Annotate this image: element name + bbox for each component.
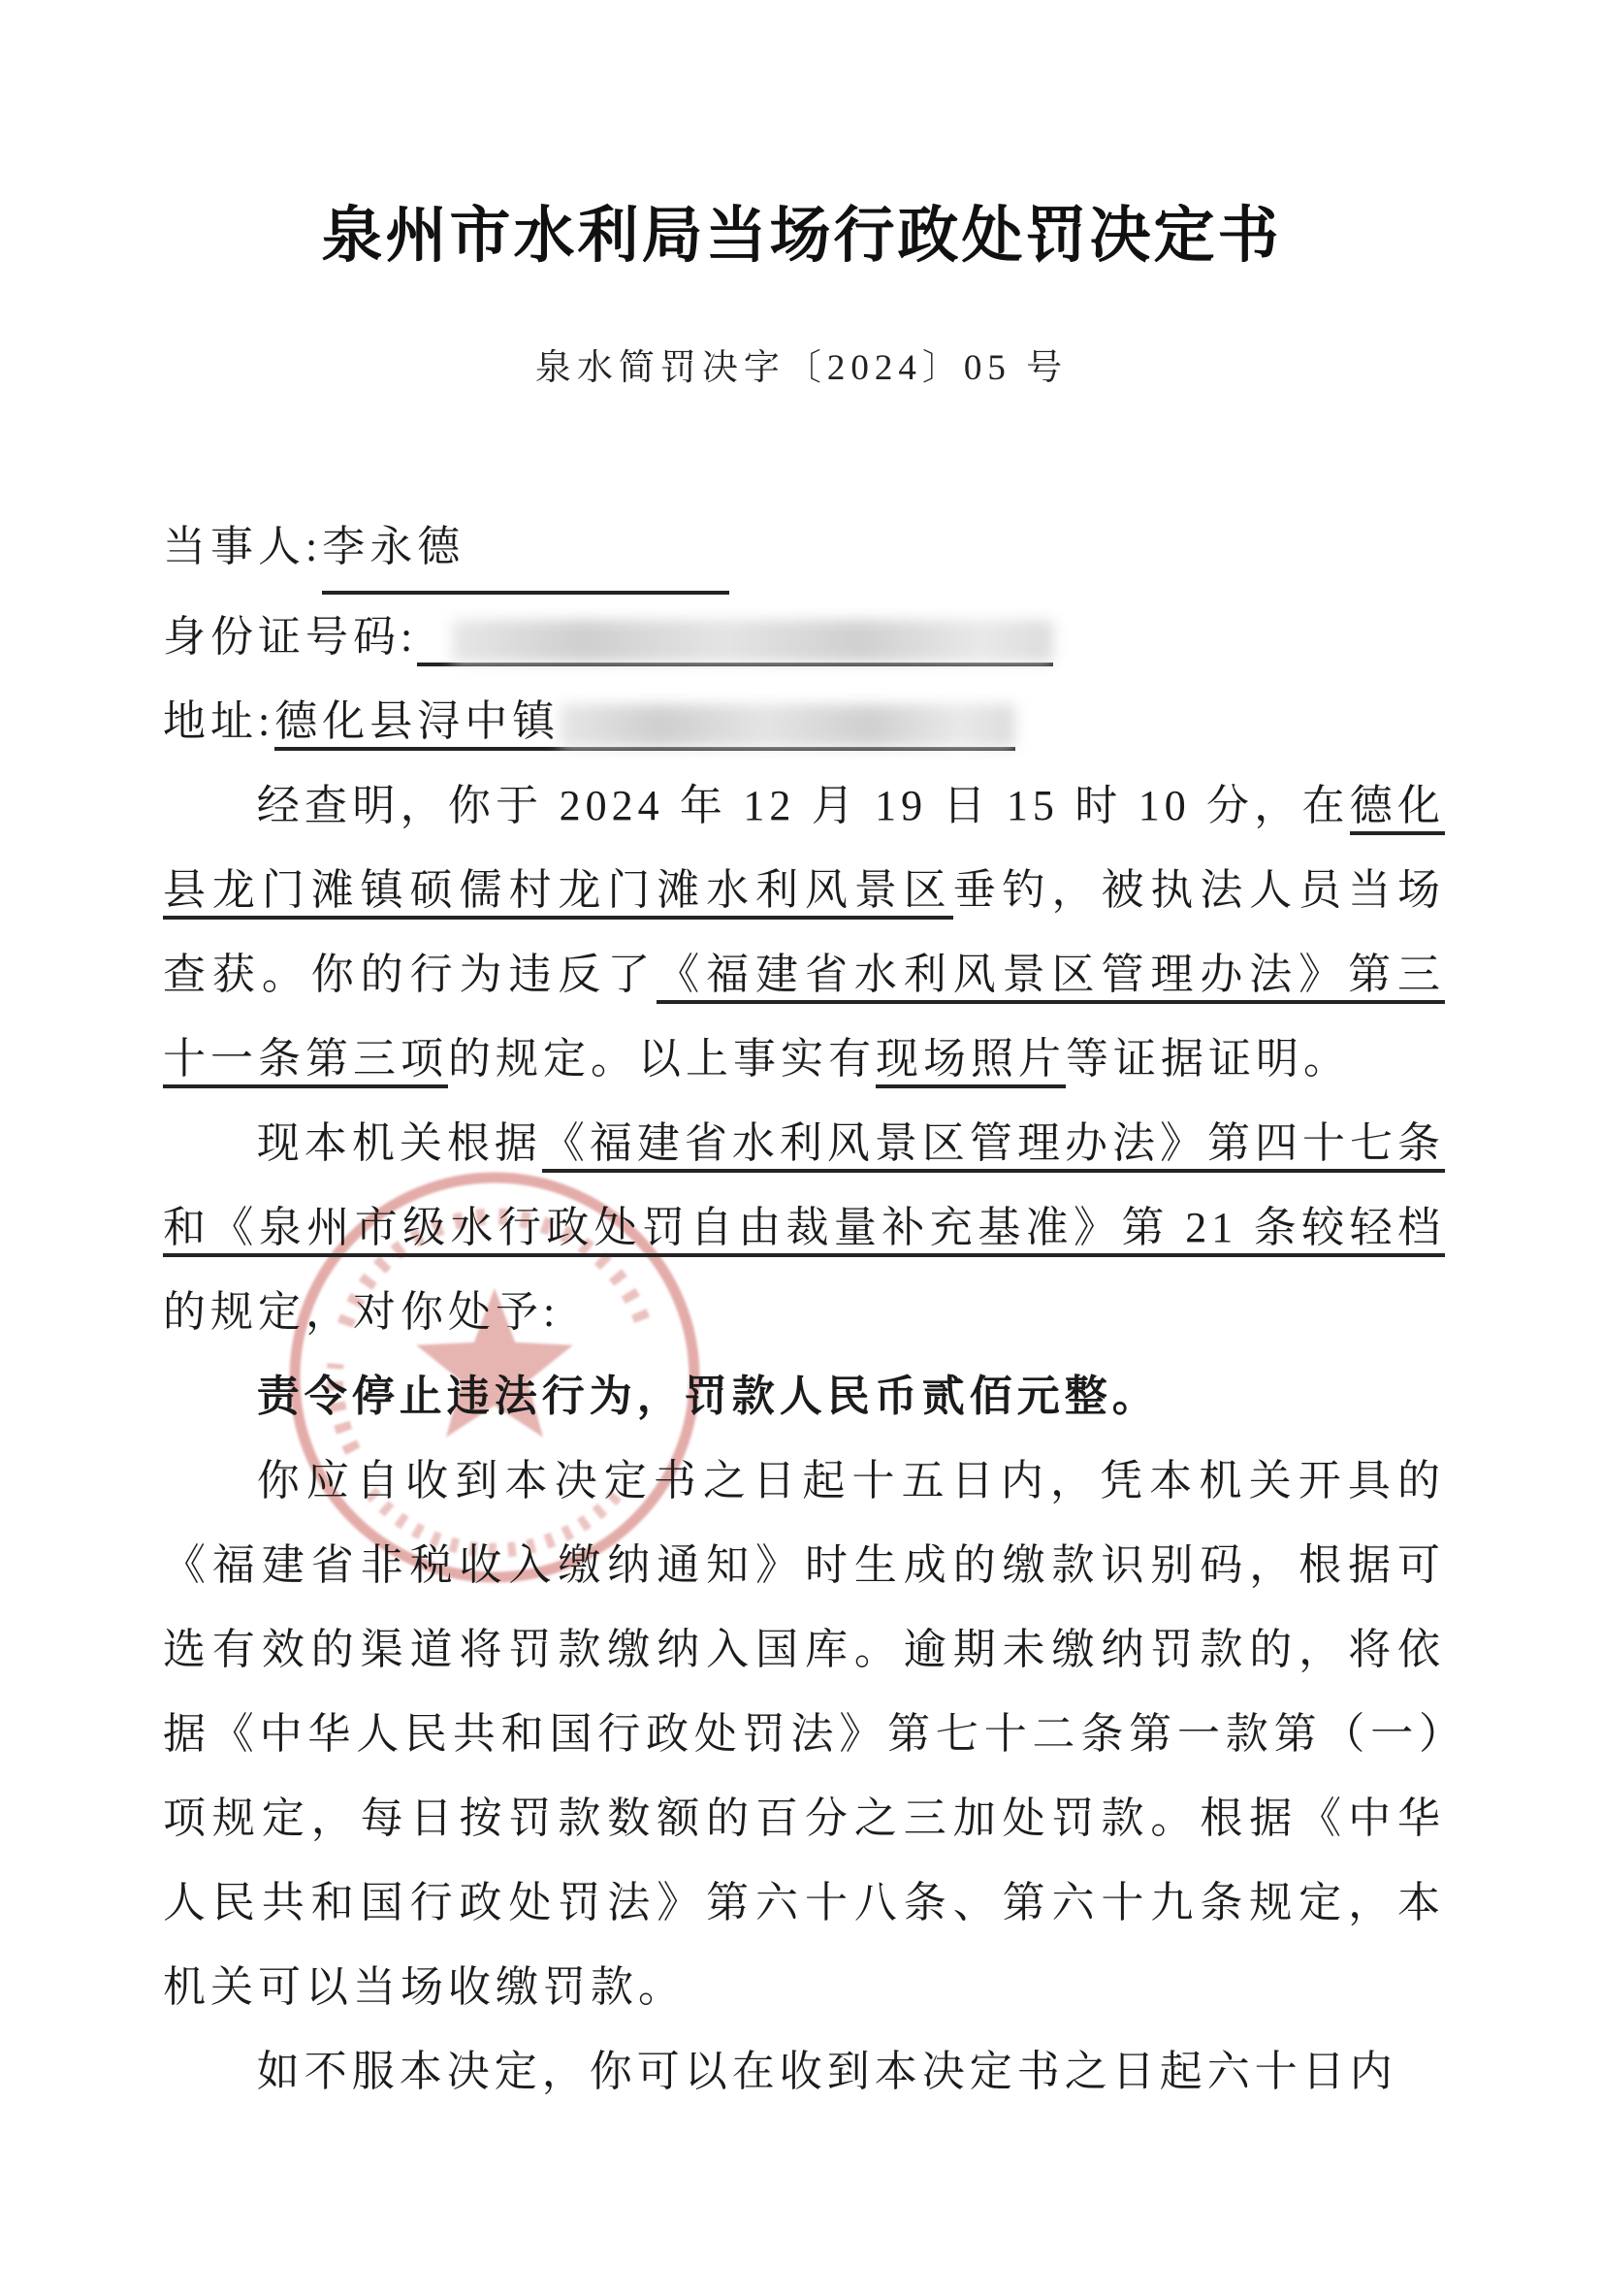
- basis-text-2: 的规定，对你处予:: [163, 1288, 561, 1336]
- facts-text-4: 等证据证明。: [1066, 1035, 1351, 1083]
- facts-text-2: 垂钓，被执法人员当场查获。你的行为违反了: [163, 866, 1445, 998]
- paragraph-payment-instructions: 你应自收到本决定书之日起十五日内，凭本机关开具的《福建省非税收入缴纳通知》时生成的缴款识别码，根据可选有效的渠道将罚款缴纳入国库。逾期未缴纳罚款的，将依据《中华人民共和国行政处罚法》第七十二条第一款第（一）项规定，每日按罚款数额的百分之三加处罚款。根据《中华人民共和国行政处罚法》第六十八条、第六十九条规定，本机关可以当场收缴罚款。: [163, 1457, 1445, 2011]
- basis-text-1: 现本机关根据: [256, 1119, 542, 1167]
- party-id-underline: [417, 613, 1053, 666]
- facts-location-underlined: 德化县龙门滩镇硕儒村龙门滩水利风景区: [163, 782, 1445, 920]
- document-number: 泉水简罚决字〔2024〕05 号: [534, 348, 1069, 388]
- party-id-label: 身份证号码:: [163, 613, 418, 661]
- address-redaction-blur: [560, 704, 1015, 747]
- paragraph-facts: [163, 763, 1445, 1101]
- facts-text-3: 的规定。以上事实有: [448, 1035, 876, 1083]
- party-address-line: [163, 679, 1445, 763]
- party-address-visible-value: 德化县浔中镇: [274, 697, 561, 745]
- party-name-line: [163, 504, 1445, 595]
- facts-regulation-underlined: 《福建省水利风景区管理办法》第三十一条第三项: [163, 951, 1445, 1088]
- facts-evidence-underlined: 现场照片: [876, 1035, 1066, 1088]
- paragraph-appeal-rights: 如不服本决定，你可以在收到本决定书之日起六十日内: [256, 2048, 1397, 2095]
- document-body: [163, 504, 1445, 2114]
- party-address-underline: [274, 697, 1015, 751]
- facts-text-1: 经查明，你于 2024 年 12 月 19 日 15 时 10 分，在: [256, 782, 1350, 829]
- party-id-line: [163, 595, 1445, 679]
- paragraph-legal-basis: [163, 1101, 1445, 1354]
- party-name-label: 当事人:: [163, 523, 323, 570]
- party-address-label: 地址:: [163, 697, 275, 745]
- basis-regulations-underlined: 《福建省水利风景区管理办法》第四十七条和《泉州市级水行政处罚自由裁量补充基准》第 21 条较轻档: [163, 1119, 1445, 1257]
- document-title: 泉州市水利局当场行政处罚决定书: [321, 202, 1282, 270]
- id-number-redaction-blur: [452, 620, 1053, 663]
- paragraph-penalty-decision: 责令停止违法行为，罚款人民币贰佰元整。: [256, 1373, 1160, 1420]
- party-name-value-underlined: 李永德: [322, 504, 729, 595]
